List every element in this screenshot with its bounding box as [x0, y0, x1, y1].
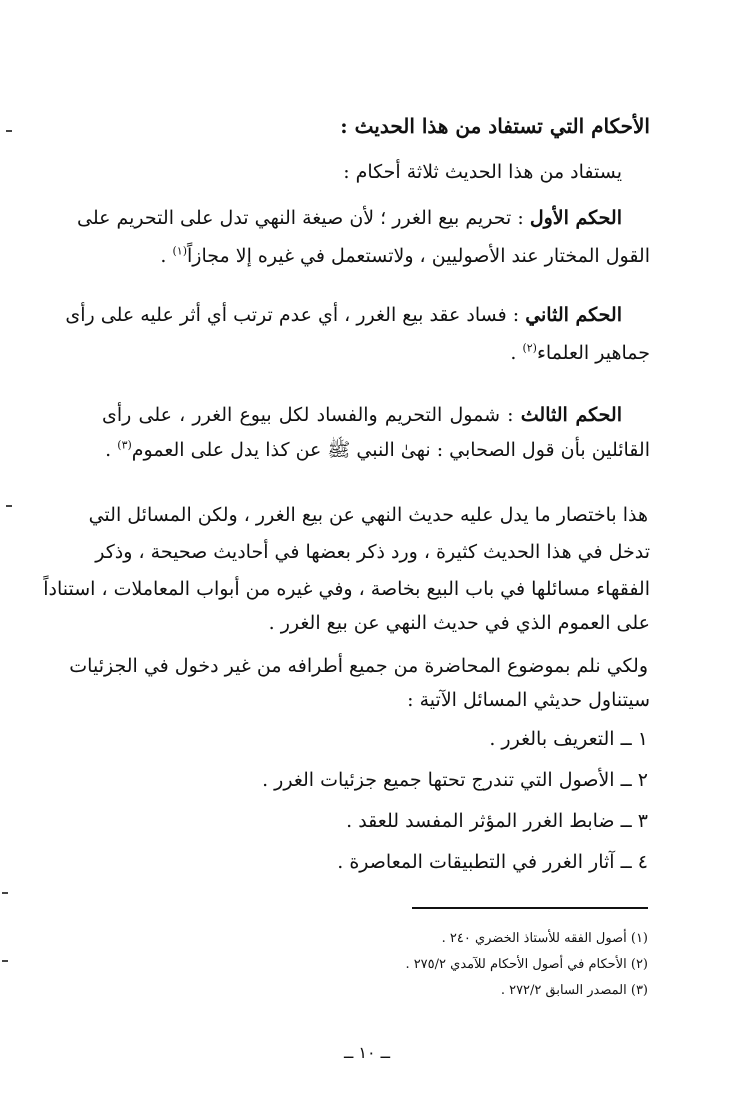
footnote-2: (٢) الأحكام في أصول الأحكام للآمدي ٢٧٥/٢ .: [405, 957, 648, 972]
section-heading: الأحكام التي تستفاد من هذا الحديث :: [340, 114, 650, 138]
page-number: ــ ١٠ ــ: [343, 1043, 391, 1062]
paragraph-2-line-2: سيتناول حديثي المسائل الآتية :: [407, 689, 650, 711]
ruling-3-end: .: [105, 439, 118, 461]
scan-mark: [2, 960, 8, 962]
list-item-4: ٤ ــ آثار الغرر في التطبيقات المعاصرة .: [337, 851, 648, 873]
ruling-3-label: الحكم الثالث: [520, 404, 622, 426]
ruling-2-end: .: [510, 342, 523, 364]
footnote-ref-3: (٣): [117, 438, 132, 452]
ruling-2-line-2: [102, 333, 650, 373]
list-item-3: ٣ ــ ضابط الغرر المؤثر المفسد للعقد .: [346, 810, 648, 832]
ruling-3-text: : شمول التحريم والفساد لكل بيوع الغرر ، على رأى: [102, 404, 514, 426]
scan-mark: [6, 130, 12, 132]
paragraph-1-line-3: الفقهاء مسائلها في باب البيع بخاصة ، وفي غيره من أبواب المعاملات ، استناداً: [43, 578, 650, 600]
ruling-3-text-2: القائلين بأن قول الصحابي : نهىٰ النبي ﷺ عن كذا يدل على العموم: [131, 439, 650, 461]
ruling-1-line-2: [102, 236, 650, 276]
scan-mark: [2, 892, 8, 894]
ruling-1-label: الحكم الأول: [529, 207, 622, 229]
paragraph-2-line-1: ولكي نلم بموضوع المحاضرة من جميع أطرافه من غير دخول في الجزئيات: [69, 655, 648, 677]
footnote-ref-1: (١): [172, 244, 188, 258]
footnote-1: (١) أصول الفقه للأستاذ الخضري ٢٤٠ .: [441, 931, 648, 946]
ruling-2-label: الحكم الثاني: [525, 304, 622, 326]
paragraph-1-line-2: تدخل في هذا الحديث كثيرة ، ورد ذكر بعضها في أحاديث صحيحة ، وذكر: [95, 541, 650, 563]
footnote-3: (٣) المصدر السابق ٢٧٢/٢ .: [500, 983, 648, 998]
ruling-1-text: : تحريم بيع الغرر ؛ لأن صيغة النهي تدل على التحريم على: [77, 207, 524, 229]
ruling-2-line-1: [65, 295, 622, 335]
list-item-1: ١ ــ التعريف بالغرر .: [489, 728, 648, 750]
ruling-3-line-2: [102, 430, 650, 470]
scan-mark: [6, 505, 12, 507]
ruling-1-line-1: [77, 198, 622, 238]
footnote-separator: [412, 907, 648, 909]
ruling-2-text-2: جماهير العلماء: [536, 342, 650, 364]
ruling-1-text-2: القول المختار عند الأصوليين ، ولاتستعمل في غيره إلا مجازاً: [187, 245, 650, 267]
paragraph-1-line-1: هذا باختصار ما يدل عليه حديث النهي عن بيع الغرر ، ولكن المسائل التي: [88, 504, 648, 526]
list-item-2: ٢ ــ الأصول التي تندرج تحتها جميع جزئيات الغرر .: [262, 769, 648, 791]
paragraph-1-line-4: على العموم الذي في حديث النهي عن بيع الغرر .: [268, 612, 650, 634]
ruling-3-line-1: [102, 395, 622, 435]
footnote-ref-2: (٢): [522, 341, 537, 355]
ruling-2-text: : فساد عقد بيع الغرر ، أي عدم ترتب أي أثر عليه على رأى: [65, 304, 520, 326]
ruling-1-end: .: [160, 245, 173, 267]
intro-line: يستفاد من هذا الحديث ثلاثة أحكام :: [343, 161, 622, 183]
